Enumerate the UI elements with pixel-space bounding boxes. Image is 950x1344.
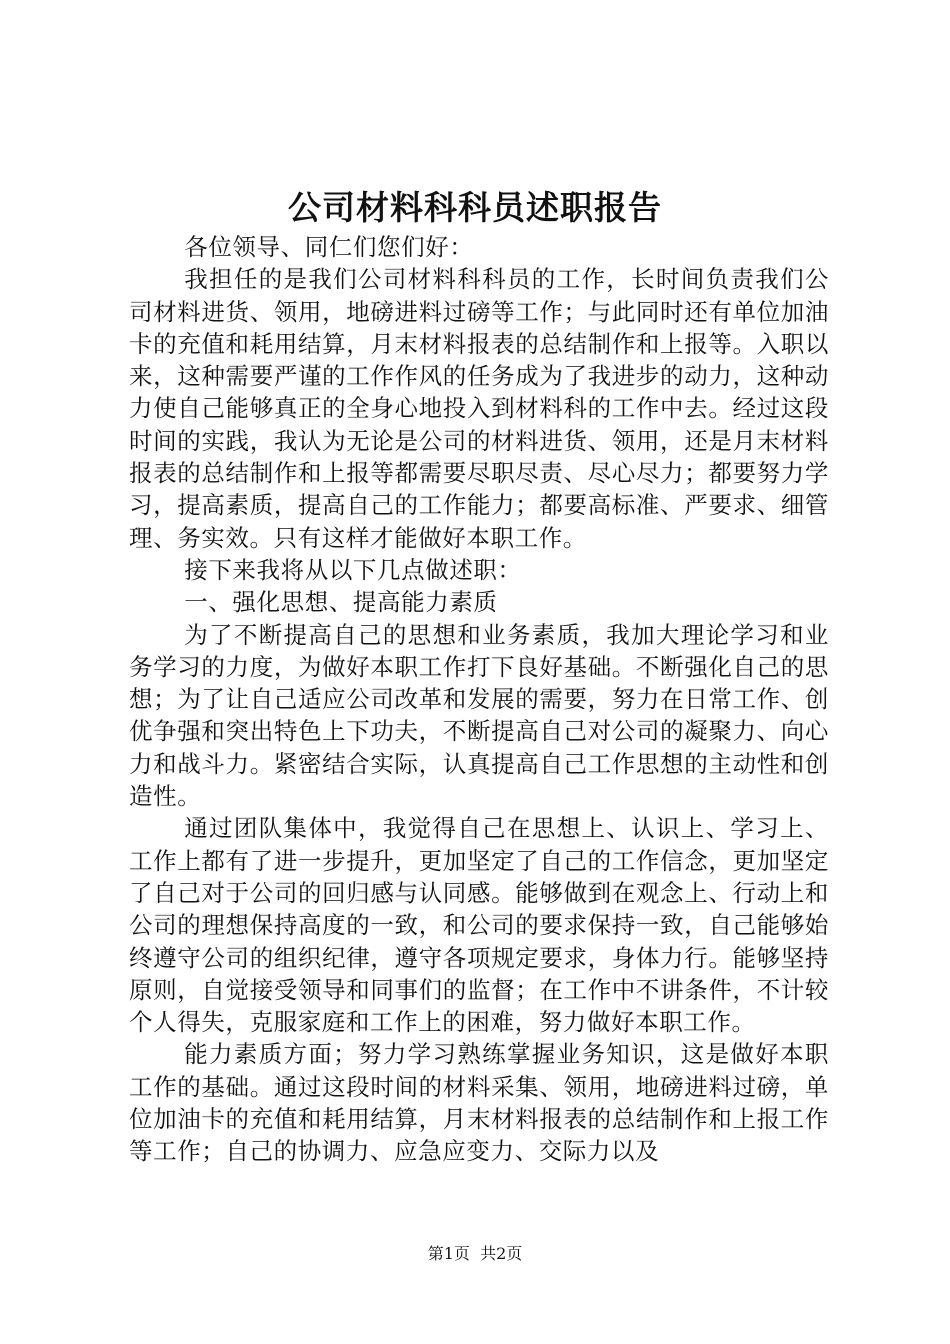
document-body [129,231,829,1168]
paragraph-greeting: 各位领导、同仁们您们好： [184,233,474,261]
section-heading-1: 一、强化思想、提高能力素质 [184,588,498,617]
paragraph-study: 为了不断提高自己的思想和业务素质，我加大理论学习和业务学习的力度，为做好本职工作打下良好基础。不断强化自己的思想；为了让自己适应公司改革和发展的需要，努力在日常工作、创优争强和突出特色上下功夫，不断提高自己对公司的凝聚力、向心力和战斗力。紧密结合实际，认真提高自己工作思想的主动性和创造性。 [129,620,829,811]
paragraph-ability: 能力素质方面；努力学习熟练掌握业务知识，这是做好本职工作的基础。通过这段时间的材料采集、领用，地磅进料过磅，单位加油卡的充值和耗用结算，月末材料报表的总结制作和上报工作等工作；自己的协调力、应急应变力、交际力以及 [129,1040,829,1166]
paragraph-intro: 我担任的是我们公司材料科科员的工作，长时间负责我们公司材料进货、领用，地磅进料过磅等工作；与此同时还有单位加油卡的充值和耗用结算，月末材料报表的总结制作和上报等。入职以来，这种需要严谨的工作作风的任务成为了我进步的动力，这种动力使自己能够真正的全身心地投入到材料科的工作中去。经过这段时间的实践，我认为无论是公司的材料进货、领用，还是月末材料报表的总结制作和上报等都需要尽职尽责、尽心尽力；都要努力学习，提高素质，提高自己的工作能力；都要高标准、严要求、细管理、务实效。只有这样才能做好本职工作。 [129,265,829,552]
page-total: 共2页 [480,1244,523,1263]
paragraph-team: 通过团队集体中，我觉得自己在思想上、认识上、学习上、工作上都有了进一步提升，更加坚定了自己的工作信念，更加坚定了自己对于公司的回归感与认同感。能够做到在观念上、行动上和公司的理想保持高度的一致，和公司的要求保持一致，自己能够始终遵守公司的组织纪律，遵守各项规定要求，身体力行。能够坚持原则，自觉接受领导和同事们的监督；在工作中不讲条件，不计较个人得失，克服家庭和工作上的困难，努力做好本职工作。 [129,814,829,1037]
page-footer [0,1243,950,1265]
document-title: 公司材料科科员述职报告 [288,188,662,227]
paragraph-outline: 接下来我将从以下几点做述职： [184,555,522,584]
page-number: 第1页 [427,1244,470,1263]
